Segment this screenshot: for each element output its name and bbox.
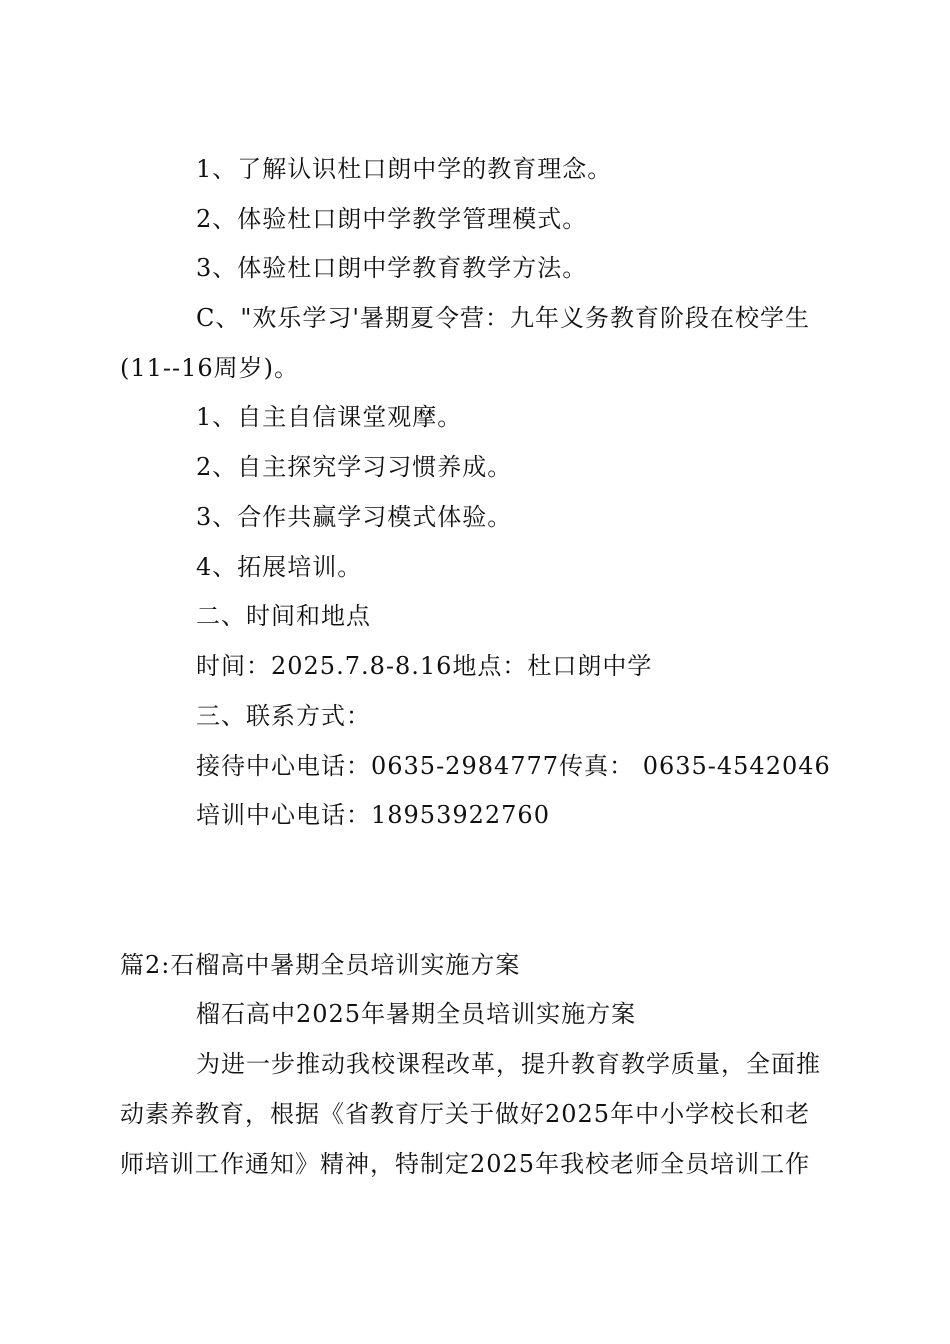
document-title: 榴石高中2025年暑期全员培训实施方案 <box>196 1000 637 1028</box>
paragraph-line: C、"欢乐学习'暑期夏令营：九年义务教育阶段在校学生 <box>196 304 810 332</box>
section-heading: 二、时间和地点 <box>196 602 371 630</box>
list-item: 1、了解认识杜口朗中学的教育理念。 <box>196 155 613 183</box>
article-title: 篇2:石榴高中暑期全员培训实施方案 <box>120 951 521 979</box>
paragraph-line: 动素养教育，根据《省教育厅关于做好2025年中小学校长和老 <box>120 1100 811 1128</box>
paragraph-line: 为进一步推动我校课程改革，提升教育教学质量，全面推 <box>196 1050 821 1078</box>
section-heading: 三、联系方式： <box>196 702 371 730</box>
list-item: 3、合作共赢学习模式体验。 <box>196 503 513 531</box>
list-item: 4、拓展培训。 <box>196 553 363 581</box>
list-item: 1、自主自信课堂观摩。 <box>196 403 463 431</box>
paragraph-line: 时间：2025.7.8-8.16地点：杜口朗中学 <box>196 652 653 680</box>
list-item: 2、体验杜口朗中学教学管理模式。 <box>196 205 588 233</box>
paragraph-line: 师培训工作通知》精神，特制定2025年我校老师全员培训工作 <box>120 1150 811 1178</box>
list-item: 3、体验杜口朗中学教育教学方法。 <box>196 254 588 282</box>
paragraph-line: 接待中心电话：0635-2984777传真： 0635-4542046 <box>196 752 831 780</box>
paragraph-line: (11--16周岁)。 <box>120 354 300 382</box>
list-item: 2、自主探究学习习惯养成。 <box>196 453 513 481</box>
paragraph-line: 培训中心电话：18953922760 <box>196 801 550 829</box>
